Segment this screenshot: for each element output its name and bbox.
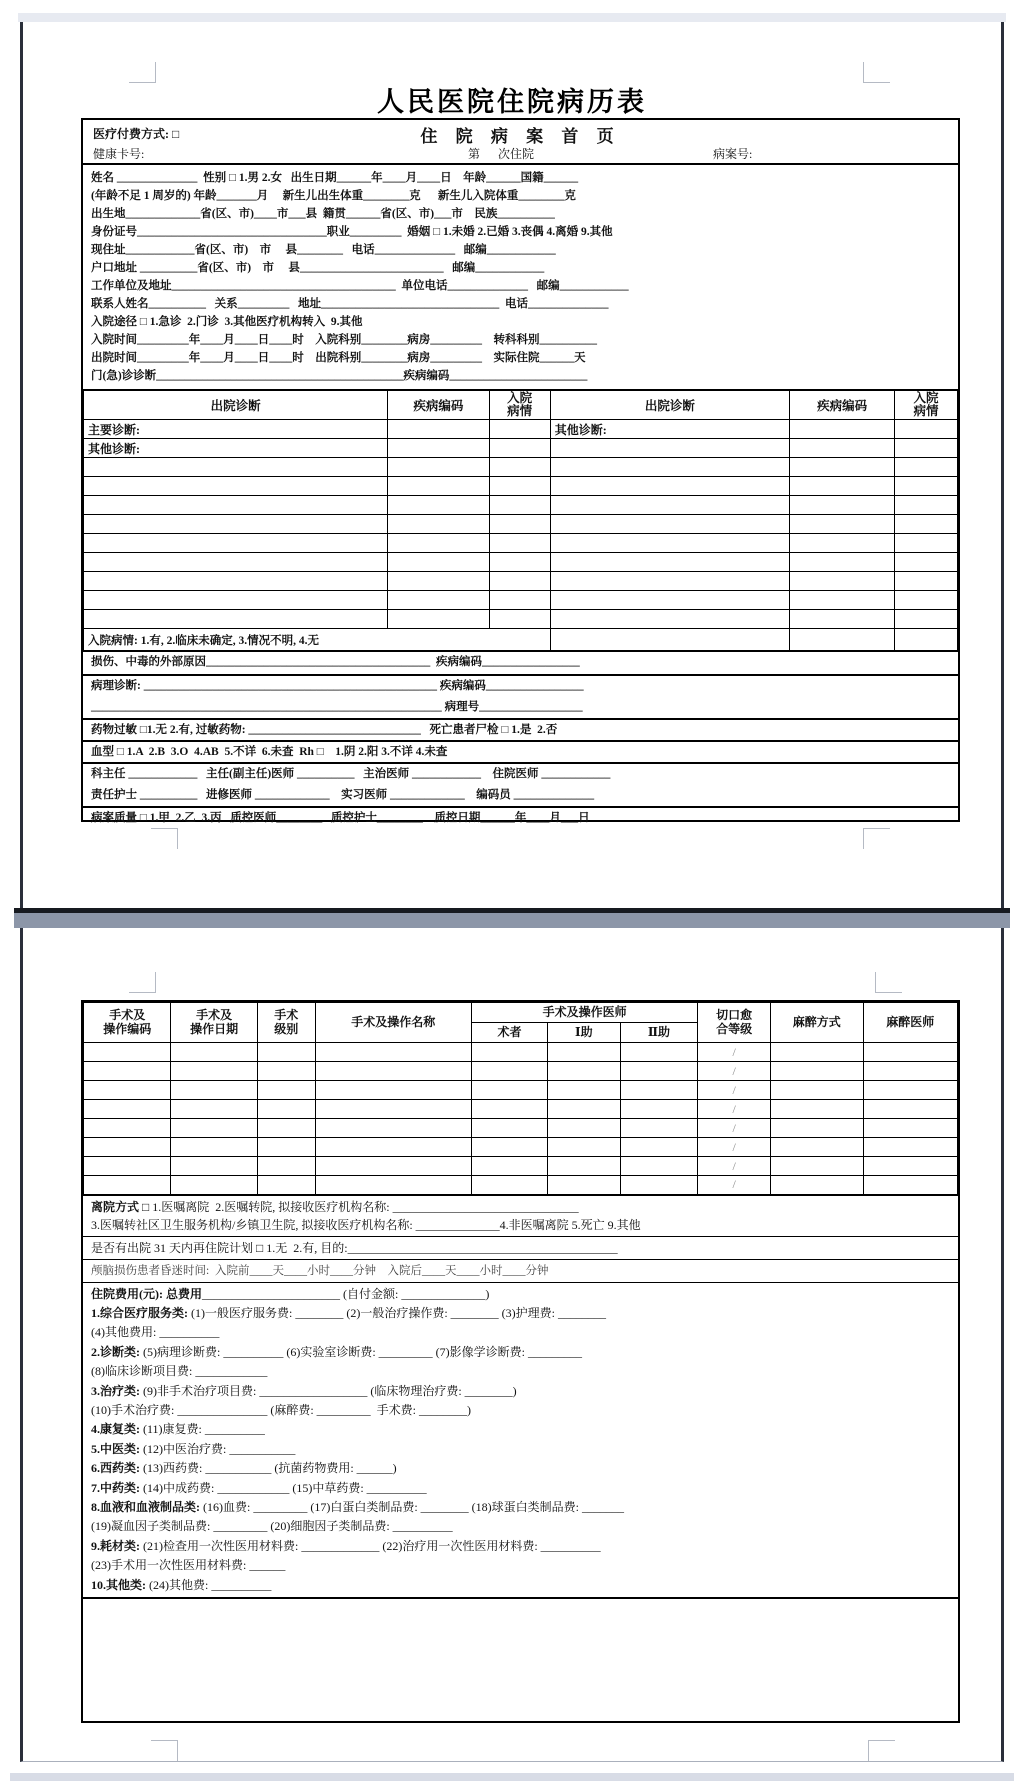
record-quality-line: 病案质量 □ 1.甲 2.乙 3.丙 质控医师________ 质控护士________ 质控日期______年____月___日 (83, 806, 958, 828)
table-row (84, 420, 958, 439)
form-line: 入院途径 □ 1.急诊 2.门诊 3.其他医疗机构转入 9.其他 (91, 316, 363, 328)
page-separator (14, 908, 1010, 928)
table-row: / (84, 1157, 958, 1176)
table-row: / (84, 1100, 958, 1119)
fee-line: 7.中药类: (14)中成药费: ____________ (15)中草药费: __________ (91, 1480, 427, 1495)
crop-mark (151, 828, 178, 849)
medical-record-form (81, 118, 960, 822)
table-row (84, 477, 958, 496)
form-title: 住 院 病 案 首 页 (420, 127, 621, 146)
pathology-section: 病理诊断: ___________________________________________________ 疾病编码_________________ _____________________________________________________________ 病理号__________________ (83, 674, 958, 718)
page-1 (20, 22, 1004, 908)
main-diagnosis-cell: 主要诊断: (84, 420, 388, 439)
column-header: 手术及 操作日期 (171, 1003, 258, 1043)
form-line: 工作单位及地址_______________________________________ 单位电话______________ 邮编____________ (91, 280, 629, 292)
surgery-table (83, 1002, 958, 1196)
injury-cause-line: 损伤、中毒的外部原因_______________________________________ 疾病编码_________________ (91, 655, 580, 668)
notes-empty-area (83, 1597, 958, 1728)
fee-line: 3.治疗类: (9)非手术治疗项目费: __________________ (临床物理治疗费: ________) (91, 1383, 517, 1398)
fee-line: (19)凝血因子类制品费: _________ (20)细胞因子类制品费: __________ (91, 1519, 453, 1534)
form-line: 户口地址 __________省(区、市) 市 县_________________________ 邮编____________ (91, 262, 545, 274)
horizontal-scrollbar[interactable] (10, 1773, 1014, 1781)
column-header-group: 手术及操作医师 (472, 1003, 698, 1023)
table-row (84, 458, 958, 477)
fee-line: 6.西药类: (13)西药费: ___________ (抗菌药物费用: ______) (91, 1461, 397, 1476)
table-row: / (84, 1119, 958, 1138)
column-header: 入院病情 (489, 390, 550, 420)
crop-mark (151, 1740, 178, 1761)
crop-mark (863, 828, 890, 849)
diagnosis-table (83, 389, 958, 652)
form-line: 3.医嘱转社区卫生服务机构/乡镇卫生院, 拟接收医疗机构名称: ______________4.非医嘱离院 5.死亡 9.其他 (91, 1217, 641, 1232)
form-line: 门(急)诊诊断___________________________________________疾病编码________________________ (91, 370, 588, 382)
column-header: Ⅰ助 (548, 1023, 621, 1043)
table-row (84, 534, 958, 553)
form-header-section (83, 120, 958, 165)
drug-allergy-line: 药物过敏 □1.无 2.有, 过敏药物: ______________________________ 死亡患者尸检 □ 1.是 2.否 (83, 718, 958, 740)
fee-line: (23)手术用一次性医用材料费: ______ (91, 1558, 286, 1573)
page-2 (20, 928, 1004, 1762)
fee-line: 10.其他类: (24)其他费: __________ (91, 1577, 272, 1592)
blood-type-line: 血型 □ 1.A 2.B 3.O 4.AB 5.不详 6.未查 Rh □ 1.阴 2.阳 3.不详 4.未查 (83, 740, 958, 762)
table-row: / (84, 1176, 958, 1195)
form-line: 身份证号_________________________________职业_________ 婚姻 □ 1.未婚 2.已婚 3.丧偶 4.离婚 9.其他 (91, 226, 613, 238)
column-header: 入院病情 (895, 390, 958, 420)
other-diagnosis-cell: 其他诊断: (550, 420, 789, 439)
admission-condition-legend: 入院病情: 1.有, 2.临床未确定, 3.情况不明, 4.无 (84, 629, 551, 651)
discharge-method-section (83, 1196, 958, 1236)
fee-line: 5.中医类: (12)中医治疗费: ___________ (91, 1441, 296, 1456)
fee-line: 1.综合医疗服务类: (1)一般医疗服务费: ________ (2)一般治疗操作费: ________ (3)护理费: ________ (91, 1305, 606, 1320)
readmission-plan-section (83, 1236, 958, 1259)
fee-line: 住院费用(元): 总费用_______________________ (自付金额: ______________) (91, 1286, 490, 1301)
fee-line: (10)手术治疗费: _______________ (麻醉费: _________ 手术费: ________) (91, 1402, 471, 1417)
table-row: / (84, 1138, 958, 1157)
fee-line: 9.耗材类: (21)检查用一次性医用材料费: _____________ (22)治疗用一次性医用材料费: __________ (91, 1538, 601, 1553)
column-header: 疾病编码 (790, 390, 895, 420)
table-row (84, 553, 958, 572)
form-line: 现住址____________省(区、市) 市 县________ 电话______________ 邮编____________ (91, 244, 556, 256)
form-line: (年龄不足 1 周岁的) 年龄_______月 新生儿出生体重________克 新生儿入院体重________克 (91, 190, 576, 202)
column-header: Ⅱ助 (620, 1023, 698, 1043)
table-row: / (84, 1043, 958, 1062)
fee-line: 4.康复类: (11)康复费: __________ (91, 1422, 265, 1437)
form-line: 出生地_____________省(区、市)____市___县 籍贯______省(区、市)___市 民族__________ (91, 208, 555, 220)
form-line: 联系人姓名__________ 关系_________ 地址_______________________________ 电话______________ (91, 298, 609, 310)
record-no-label: 病案号: (713, 147, 753, 161)
table-row: / (84, 1062, 958, 1081)
fee-line: 8.血液和血液制品类: (16)血费: _________ (17)白蛋白类制品费: ________ (18)球蛋白类制品费: _______ (91, 1499, 624, 1514)
form-line: 颅脑损伤患者昏迷时间: 入院前____天____小时____分钟 入院后____天____小时____分钟 (91, 1264, 549, 1277)
column-header: 出院诊断 (84, 390, 388, 420)
table-row (84, 610, 958, 629)
column-header: 麻醉医师 (863, 1003, 957, 1043)
column-header: 切口愈 合等级 (698, 1003, 771, 1043)
payment-method-label: 医疗付费方式: □ (93, 127, 180, 141)
column-header: 手术 级别 (257, 1003, 315, 1043)
other-diagnosis-cell: 其他诊断: (84, 439, 388, 458)
fee-line: 2.诊断类: (5)病理诊断费: __________ (6)实验室诊断费: _________ (7)影像学诊断费: _________ (91, 1344, 582, 1359)
table-row: / (84, 1081, 958, 1100)
table-row (84, 496, 958, 515)
fee-line: (4)其他费用: __________ (91, 1325, 220, 1340)
basic-info-section (83, 165, 958, 389)
table-row (84, 572, 958, 591)
fee-line: (8)临床诊断项目费: ____________ (91, 1364, 268, 1379)
viewer-top-strip (18, 13, 1006, 22)
table-row (84, 439, 958, 458)
form-line: 是否有出院 31 天内再住院计划 □ 1.无 2.有, 目的:_____________________________________________ (91, 1240, 618, 1255)
column-header: 术者 (472, 1023, 548, 1043)
column-header: 手术及操作名称 (315, 1003, 471, 1043)
form-line: 入院时间_________年____月____日____时 入院科别________病房_________ 转科科别__________ (91, 334, 597, 346)
form-line: 姓名 ______________ 性别 □ 1.男 2.女 出生日期______年____月____日 年龄______国籍______ (91, 172, 579, 184)
form-line: 离院方式 □ 1.医嘱离院 2.医嘱转院, 拟接收医疗机构名称: _______________________________ (91, 1199, 579, 1214)
crop-mark (868, 1740, 895, 1761)
crop-mark (129, 972, 156, 993)
table-row (84, 591, 958, 610)
table-row (84, 629, 958, 651)
column-header: 出院诊断 (550, 390, 789, 420)
table-row (84, 515, 958, 534)
hospital-fees-section (83, 1282, 958, 1598)
form-line: 出院时间_________年____月____日____时 出院科别________病房_________ 实际住院______天 (91, 352, 586, 364)
page-title: 人民医院住院病历表 (377, 87, 647, 117)
column-header: 手术及 操作编码 (84, 1003, 171, 1043)
column-header: 疾病编码 (388, 390, 489, 420)
admission-count-label: 第 次住院 (468, 147, 535, 161)
column-header: 麻醉方式 (770, 1003, 863, 1043)
staff-section: 科主任 ____________ 主任(副主任)医师 __________ 主治医师 ____________ 住院医师 ____________ 责任护士 __________ 进修医师 _____________ 实习医师 _____________ 编码员 ______________ (83, 762, 958, 806)
health-card-label: 健康卡号: (93, 147, 145, 161)
crop-mark (875, 972, 902, 993)
surgery-and-fees-form (81, 1000, 960, 1723)
coma-time-section (83, 1259, 958, 1282)
